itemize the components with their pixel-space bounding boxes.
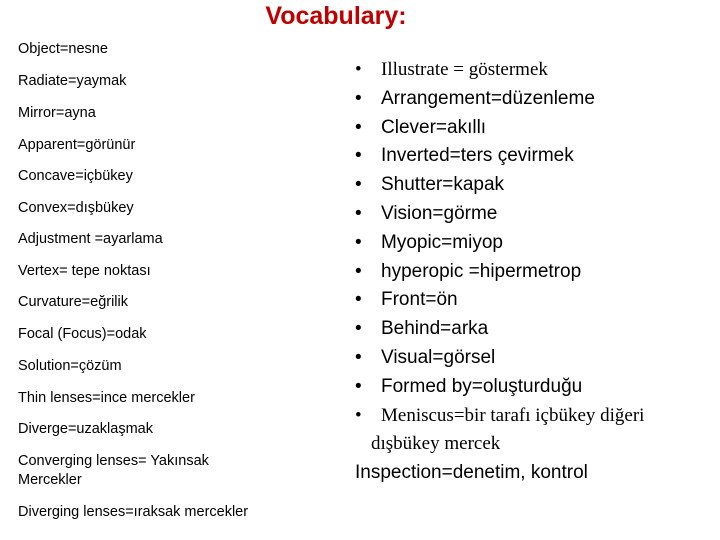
bullet-icon: • <box>355 203 362 224</box>
list-item: Convex=dışbükey <box>18 200 134 216</box>
bullet-text: hyperopic =hipermetrop <box>381 261 582 282</box>
bullet-text: Illustrate = göstermek <box>381 59 548 80</box>
bullet-item <box>355 174 504 196</box>
list-item: Thin lenses=ince mercekler <box>18 390 195 406</box>
list-item: Curvature=eğrilik <box>18 294 129 310</box>
page-title: Vocabulary: <box>265 2 407 30</box>
list-item: Radiate=yaymak <box>18 73 127 89</box>
bullet-item <box>355 376 582 398</box>
bullet-icon: • <box>355 232 362 253</box>
list-item: Object=nesne <box>18 41 108 57</box>
list-item: Solution=çözüm <box>18 358 122 374</box>
bullet-item <box>355 261 581 283</box>
bullet-item <box>355 347 495 369</box>
bullet-icon: • <box>355 88 362 109</box>
bullet-text: Inverted=ters çevirmek <box>381 145 574 166</box>
bullet-text: Front=ön <box>381 289 458 310</box>
bullet-icon: • <box>355 59 362 80</box>
bullet-item <box>355 59 548 81</box>
bullet-icon: • <box>355 145 362 166</box>
list-item: Adjustment =ayarlama <box>18 231 163 247</box>
list-item: Converging lenses= Yakınsak <box>18 453 209 469</box>
bullet-item <box>355 232 503 254</box>
list-item: Focal (Focus)=odak <box>18 326 147 342</box>
bullet-text: Behind=arka <box>381 318 489 339</box>
bullet-icon: • <box>355 261 362 282</box>
bullet-item <box>355 405 644 427</box>
list-item: Vertex= tepe noktası <box>18 263 151 279</box>
bullet-text: Meniscus=bir tarafı içbükey diğeri <box>381 405 645 426</box>
bullet-item-continuation: dışbükey mercek <box>371 433 501 454</box>
list-item: Diverge=uzaklaşmak <box>18 421 153 437</box>
bullet-icon: • <box>355 174 362 195</box>
bullet-icon: • <box>355 405 362 426</box>
bullet-icon: • <box>355 117 362 138</box>
bullet-text: Clever=akıllı <box>381 117 487 138</box>
bullet-icon: • <box>355 289 362 310</box>
bullet-text: Myopic=miyop <box>381 232 503 253</box>
list-item: Apparent=görünür <box>18 137 136 153</box>
bullet-text: Shutter=kapak <box>381 174 505 195</box>
bullet-item <box>355 145 574 167</box>
bullet-icon: • <box>355 318 362 339</box>
bullet-item <box>355 203 497 225</box>
bullet-text: Arrangement=düzenleme <box>381 88 595 109</box>
bullet-text: Vision=görme <box>381 203 498 224</box>
bullet-icon: • <box>355 347 362 368</box>
list-item-continuation: Mercekler <box>18 472 82 488</box>
bullet-item <box>355 289 458 311</box>
bullet-item <box>355 318 488 340</box>
bullet-item <box>355 117 486 139</box>
list-item: Mirror=ayna <box>18 105 96 121</box>
bullet-item <box>355 88 595 110</box>
list-item: Concave=içbükey <box>18 168 133 184</box>
bullet-text: Visual=görsel <box>381 347 496 368</box>
inspection-line: Inspection=denetim, kontrol <box>355 462 588 483</box>
list-item: Diverging lenses=ıraksak mercekler <box>18 504 249 520</box>
bullet-icon: • <box>355 376 362 397</box>
bullet-text: Formed by=oluşturduğu <box>381 376 583 397</box>
